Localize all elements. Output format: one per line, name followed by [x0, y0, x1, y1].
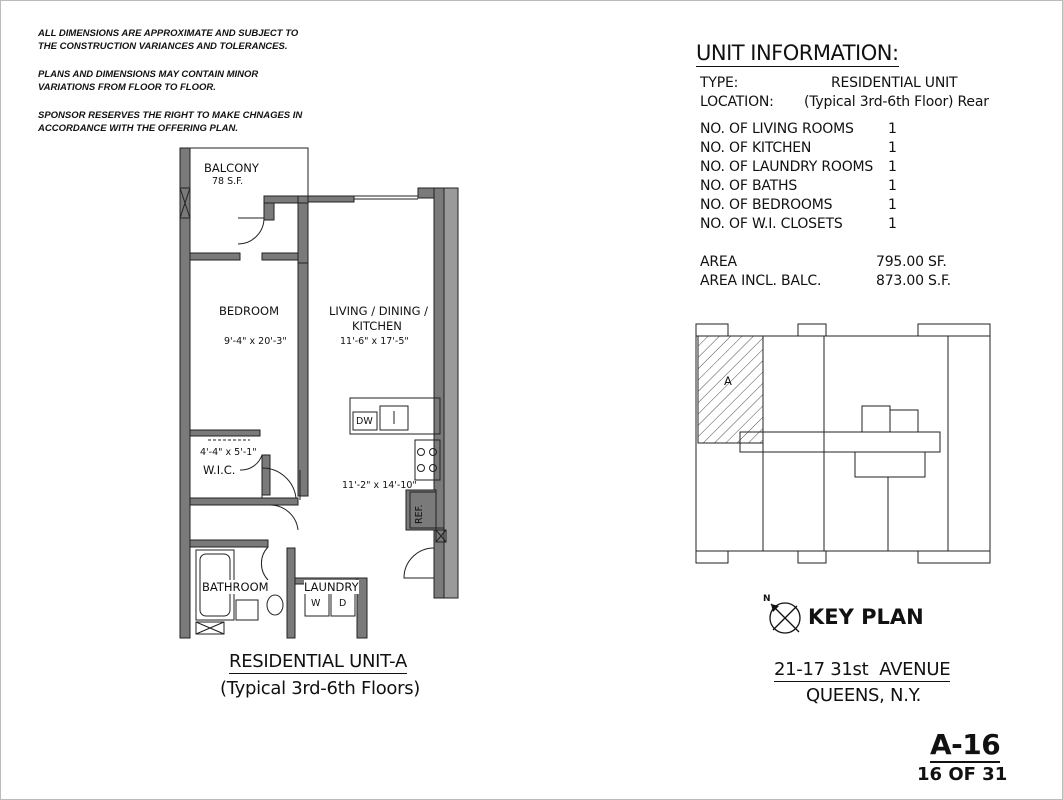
living-size: 11'-6" x 17'-5"	[340, 336, 409, 347]
address-line-1: 21-17 31st AVENUE	[774, 659, 951, 680]
location-value: (Typical 3rd-6th Floor) Rear	[804, 94, 989, 110]
note-line: THE CONSTRUCTION VARIANCES AND TOLERANCES.	[38, 41, 288, 52]
washer-label: W	[311, 598, 321, 609]
count-label: NO. OF BEDROOMS	[700, 197, 833, 213]
count-value: 1	[888, 121, 897, 137]
laundry-label: LAUNDRY	[304, 580, 359, 594]
unit-title: RESIDENTIAL UNIT-A	[229, 651, 407, 672]
bedroom-size: 9'-4" x 20'-3"	[224, 336, 287, 347]
area-balc-value: 873.00 S.F.	[876, 273, 951, 289]
balcony-label: BALCONY	[204, 161, 259, 175]
count-label: NO. OF LIVING ROOMS	[700, 121, 854, 137]
address-line-2: QUEENS, N.Y.	[806, 685, 922, 706]
note-line: PLANS AND DIMENSIONS MAY CONTAIN MINOR	[38, 69, 259, 80]
kitchen-size: 11'-2" x 14'-10"	[342, 480, 417, 491]
floor-plan	[0, 0, 480, 640]
note-line: ACCORDANCE WITH THE OFFERING PLAN.	[38, 123, 239, 134]
unit-subtitle: (Typical 3rd-6th Floors)	[220, 678, 421, 699]
sheet-of: 16 OF 31	[917, 764, 1008, 785]
count-label: NO. OF W.I. CLOSETS	[700, 216, 843, 232]
count-value: 1	[888, 216, 897, 232]
unit-counts	[700, 121, 920, 235]
count-label: NO. OF LAUNDRY ROOMS	[700, 159, 874, 175]
area-value: 795.00 SF.	[876, 254, 947, 270]
living-label-2: KITCHEN	[352, 319, 402, 333]
living-label-1: LIVING / DINING /	[329, 304, 429, 318]
key-plan	[690, 320, 1000, 570]
key-plan-title: KEY PLAN	[808, 605, 924, 629]
bedroom-label: BEDROOM	[219, 304, 280, 318]
count-row	[700, 140, 920, 159]
north-arrow-icon	[767, 600, 803, 636]
note-line: VARIATIONS FROM FLOOR TO FLOOR.	[38, 82, 216, 93]
key-plan-unit-mark: A	[724, 374, 732, 388]
count-row	[700, 121, 920, 140]
count-label: NO. OF BATHS	[700, 178, 798, 194]
location-label: LOCATION:	[700, 94, 774, 110]
count-value: 1	[888, 159, 897, 175]
type-label: TYPE:	[700, 75, 739, 91]
count-value: 1	[888, 140, 897, 156]
wic-size: 4'-4" x 5'-1"	[200, 447, 257, 458]
sheet-number: A-16	[930, 728, 1001, 761]
balcony-size: 78 S.F.	[212, 176, 244, 187]
unit-info-heading: UNIT INFORMATION:	[696, 41, 899, 65]
count-label: NO. OF KITCHEN	[700, 140, 812, 156]
area-label: AREA	[700, 254, 737, 270]
north-label: N	[763, 594, 771, 604]
area-balc-label: AREA INCL. BALC.	[700, 273, 822, 289]
count-value: 1	[888, 178, 897, 194]
count-row	[700, 178, 920, 197]
refrigerator-label: REF.	[414, 504, 425, 524]
count-row	[700, 197, 920, 216]
count-row	[700, 216, 920, 235]
note-line: SPONSOR RESERVES THE RIGHT TO MAKE CHNAGES IN	[38, 110, 303, 121]
dryer-label: D	[339, 598, 347, 609]
dishwasher-label: DW	[356, 416, 373, 427]
wic-label: W.I.C.	[203, 463, 236, 477]
count-value: 1	[888, 197, 897, 213]
bathroom-label: BATHROOM	[202, 580, 269, 594]
count-row	[700, 159, 920, 178]
note-line: ALL DIMENSIONS ARE APPROXIMATE AND SUBJECT TO	[38, 28, 299, 39]
type-value: RESIDENTIAL UNIT	[831, 75, 958, 91]
